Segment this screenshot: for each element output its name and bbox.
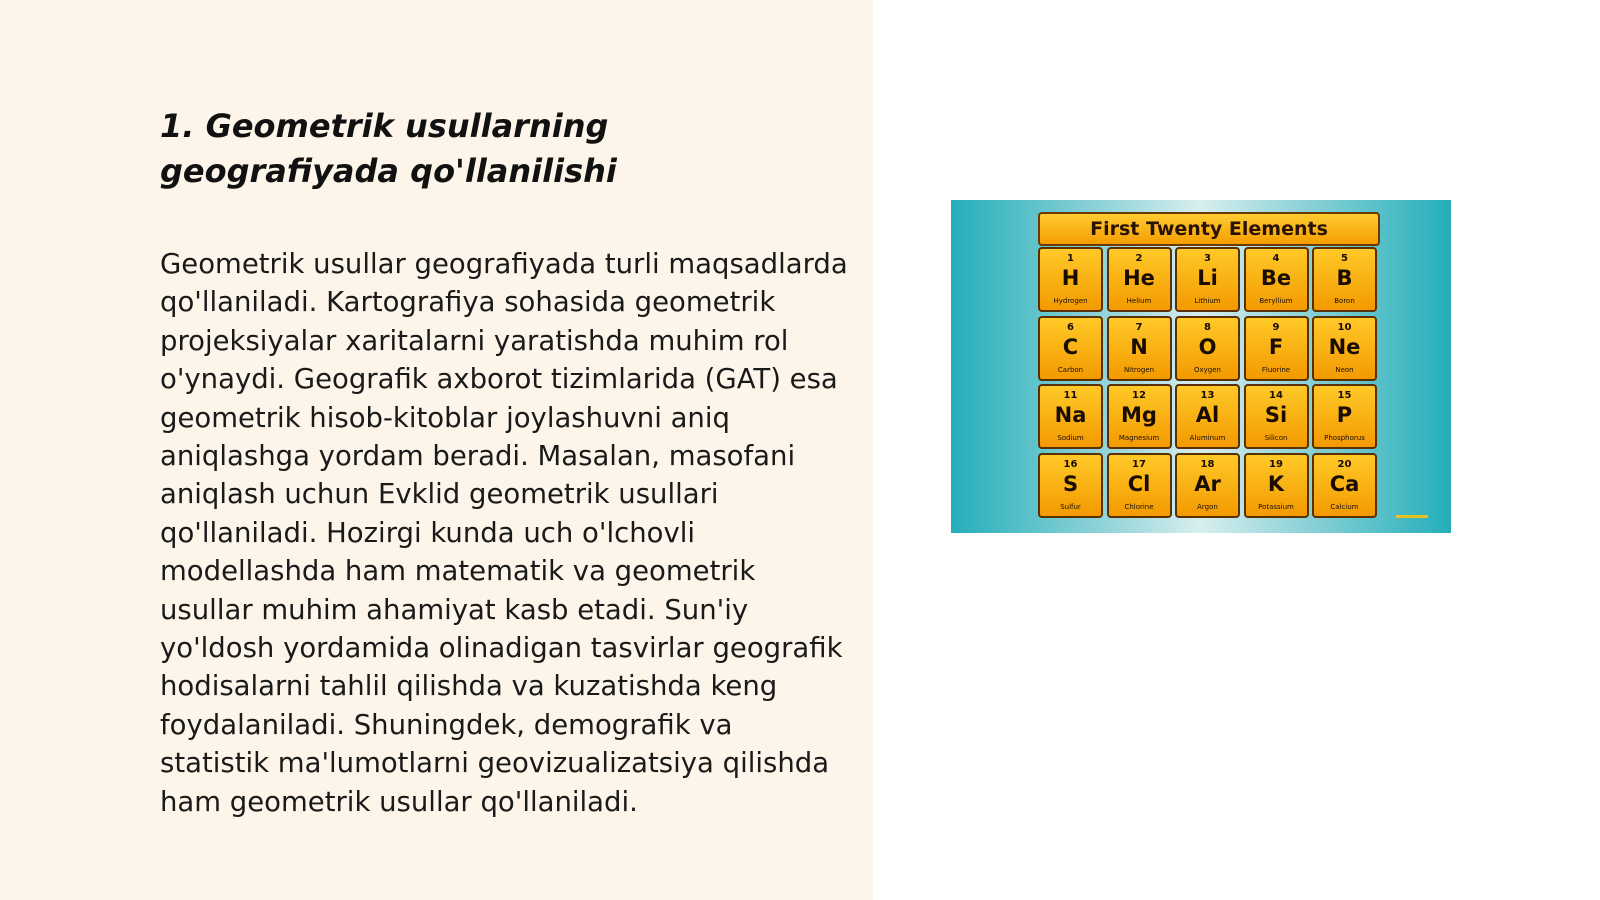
slide-title-line-1: 1. Geometrik usullarning (160, 107, 609, 145)
element-symbol: K (1267, 471, 1285, 496)
element-cell (1312, 453, 1377, 518)
element-symbol: H (1061, 266, 1080, 290)
element-number: 3 (1204, 253, 1211, 264)
element-name: Potassium (1258, 502, 1294, 511)
element-number: 11 (1063, 390, 1078, 401)
element-name: Beryllium (1259, 297, 1293, 305)
element-cell (1244, 384, 1309, 449)
element-number: 17 (1132, 458, 1146, 470)
element-cell (1312, 316, 1377, 381)
element-symbol: P (1336, 403, 1353, 427)
element-symbol: S (1062, 471, 1079, 496)
element-cell (1244, 247, 1309, 312)
element-number: 1 (1067, 253, 1074, 264)
element-number: 20 (1337, 458, 1352, 470)
element-cell (1175, 247, 1240, 312)
element-cell (1038, 316, 1103, 381)
slide-title (160, 104, 820, 194)
slide-title-line-2: geografiyada qo'llanilishi (160, 152, 617, 190)
element-cell (1107, 247, 1172, 312)
element-symbol: Cl (1127, 471, 1151, 496)
element-number: 16 (1063, 458, 1078, 470)
element-cell (1312, 384, 1377, 449)
element-number: 10 (1337, 321, 1352, 333)
element-symbol: N (1130, 334, 1148, 359)
element-name: Lithium (1194, 297, 1221, 305)
element-symbol: Al (1195, 403, 1220, 427)
periodic-table-image (951, 200, 1451, 533)
element-cell (1312, 247, 1377, 312)
element-name: Magnesium (1118, 434, 1160, 442)
element-cell (1244, 453, 1309, 518)
element-name: Calcium (1330, 502, 1359, 511)
element-symbol: C (1062, 334, 1079, 359)
decorative-accent-line (1396, 515, 1428, 518)
element-cell (1244, 316, 1309, 381)
element-number: 19 (1269, 458, 1283, 470)
element-name: Sulfur (1060, 502, 1081, 511)
element-number: 4 (1272, 253, 1280, 264)
element-cell (1175, 384, 1240, 449)
element-number: 8 (1204, 321, 1211, 333)
element-cell (1038, 453, 1103, 518)
element-symbol: Si (1264, 403, 1288, 427)
element-name: Nitrogen (1123, 365, 1155, 374)
element-number: 9 (1272, 321, 1280, 333)
element-number: 14 (1269, 390, 1283, 401)
element-name: Phosphorus (1324, 434, 1365, 442)
element-name: Boron (1334, 297, 1355, 305)
element-number: 7 (1135, 321, 1143, 333)
element-cell (1107, 453, 1172, 518)
element-symbol: F (1268, 334, 1284, 359)
element-name: Helium (1126, 297, 1152, 305)
element-name: Oxygen (1194, 365, 1221, 374)
element-cell (1175, 316, 1240, 381)
element-number: 18 (1200, 458, 1215, 470)
element-symbol: Ne (1328, 334, 1361, 359)
element-name: Silicon (1264, 434, 1288, 442)
slide-body-text: Geometrik usullar geografiyada turli maqsadlarda qo'llaniladi. Kartografiya sohasida geometrik projeksiyalar xaritalarni yaratishda muhim rol o'ynaydi. Geografik axborot tizimlarida (GAT) esa geometrik hisob-kitoblar joylashuvni aniq aniqlashga yordam beradi. Masalan, masofani aniqlash uchun Evklid geometrik usullari qo'llaniladi. Hozirgi kunda uch o'lchovli modellashda ham matematik va geometrik usullar muhim ahamiyat kasb etadi. Sun'iy yo'ldosh yordamida olinadigan tasvirlar geografik hodisalarni tahlil qilishda va kuzatishda keng foydalaniladi. Shuningdek, demografik va statistik ma'lumotlarni geovizualizatsiya qilishda ham geometrik usullar qo'llaniladi. (160, 248, 848, 818)
element-number: 15 (1337, 390, 1352, 401)
element-number: 13 (1200, 390, 1215, 401)
element-symbol: He (1123, 266, 1155, 290)
element-symbol: O (1198, 334, 1217, 359)
element-name: Chlorine (1124, 502, 1154, 511)
element-name: Sodium (1057, 434, 1084, 442)
element-symbol: Mg (1121, 403, 1157, 427)
element-name: Argon (1197, 502, 1218, 511)
element-name: Fluorine (1261, 365, 1291, 374)
element-number: 2 (1135, 253, 1143, 264)
element-cell (1107, 316, 1172, 381)
element-symbol: B (1336, 266, 1353, 290)
element-name: Carbon (1057, 365, 1084, 374)
element-symbol: Ar (1194, 471, 1221, 496)
element-name: Neon (1335, 365, 1354, 374)
element-symbol: Li (1197, 266, 1218, 290)
element-symbol: Be (1260, 266, 1292, 290)
element-symbol: Na (1054, 403, 1087, 427)
element-cell (1038, 384, 1103, 449)
element-grid (1038, 247, 1380, 518)
element-number: 6 (1067, 321, 1074, 333)
element-number: 12 (1132, 390, 1146, 401)
element-name: Hydrogen (1053, 297, 1088, 305)
periodic-table-heading: First Twenty Elements (1038, 212, 1380, 246)
element-number: 5 (1341, 253, 1348, 264)
element-cell (1175, 453, 1240, 518)
element-symbol: Ca (1329, 471, 1360, 496)
element-cell (1038, 247, 1103, 312)
element-name: Aluminum (1189, 434, 1226, 442)
element-cell (1107, 384, 1172, 449)
